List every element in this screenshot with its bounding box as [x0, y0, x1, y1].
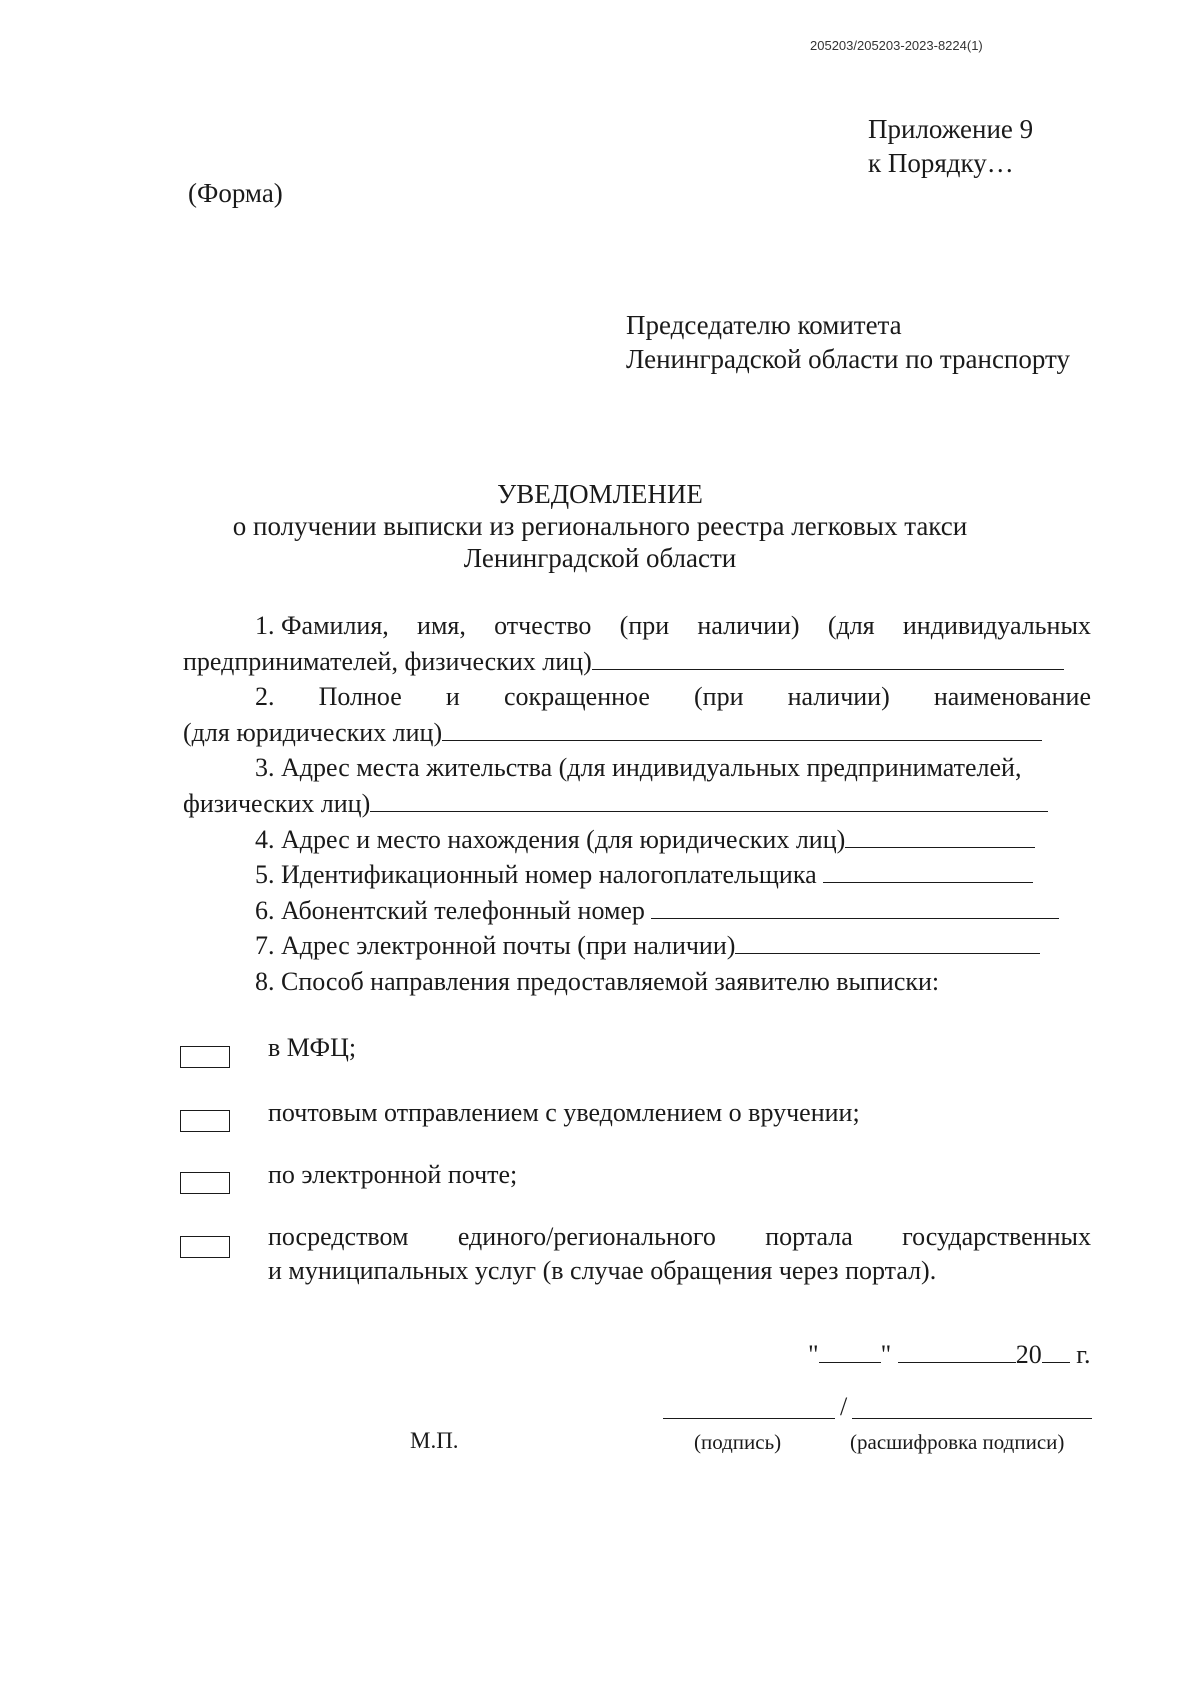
- addressee-line-1: Председателю комитета: [626, 310, 902, 340]
- checkbox-portal[interactable]: [180, 1236, 230, 1258]
- field-6: [183, 893, 1091, 929]
- field-7: [183, 928, 1091, 964]
- title-line-2: Ленинградской области: [463, 543, 737, 573]
- field-4: [183, 822, 1091, 858]
- stamp-placeholder: М.П.: [410, 1428, 459, 1453]
- field-3-line-2: [183, 786, 1091, 822]
- addressee: [626, 308, 1070, 376]
- signature-decode-line[interactable]: [852, 1418, 1092, 1419]
- checkbox-mfc[interactable]: [180, 1046, 230, 1068]
- field-2-word: сокращенное: [503, 682, 650, 712]
- date-month-blank[interactable]: [898, 1340, 1016, 1363]
- date-day-blank[interactable]: [819, 1340, 881, 1363]
- field-2-label: (для юридических лиц): [183, 717, 443, 747]
- document-title: [0, 478, 1200, 574]
- title-line-1: о получении выписки из регионального реестра легковых такси: [232, 511, 968, 541]
- field-2-input-line[interactable]: [442, 718, 1042, 741]
- signature-decode-caption: (расшифровка подписи): [850, 1430, 1065, 1454]
- field-1-word: индивидуальных: [902, 611, 1091, 640]
- field-6-input-line[interactable]: [651, 896, 1059, 919]
- field-2-word: Полное: [318, 682, 402, 712]
- field-4-label: 4. Адрес и место нахождения (для юридических лиц): [255, 824, 846, 854]
- option-portal-word: портала: [765, 1222, 853, 1251]
- option-email-label: по электронной почте;: [268, 1160, 518, 1189]
- option-portal-word: единого/регионального: [457, 1222, 716, 1251]
- date-quote-close: ": [880, 1340, 892, 1369]
- field-1-label: предпринимателей, физических лиц): [183, 646, 592, 676]
- field-1-word: имя,: [417, 611, 466, 640]
- option-mfc-label: в МФЦ;: [268, 1033, 357, 1062]
- field-1-input-line[interactable]: [592, 647, 1064, 670]
- field-3-line-1: 3. Адрес места жительства (для индивидуальных предпринимателей,: [255, 753, 1022, 783]
- date-year-blank[interactable]: [1042, 1340, 1070, 1363]
- field-5-label: 5. Идентификационный номер налогоплательщика: [255, 860, 817, 890]
- signature-caption: (подпись): [694, 1430, 782, 1454]
- date-year-suffix: г.: [1076, 1340, 1091, 1369]
- checkbox-email[interactable]: [180, 1172, 230, 1194]
- date-line: [808, 1340, 1090, 1370]
- field-3-label: физических лиц): [183, 788, 371, 818]
- form-fields: [183, 608, 1091, 1000]
- option-portal-label: [268, 1220, 1091, 1288]
- signature-slash: /: [840, 1392, 848, 1421]
- field-1-word: (при: [619, 611, 670, 640]
- option-portal-word: государственных: [902, 1222, 1091, 1251]
- field-6-label: 6. Абонентский телефонный номер: [255, 895, 645, 925]
- field-1-word: наличии): [697, 611, 800, 640]
- field-1-line-1: [183, 608, 1091, 644]
- field-7-input-line[interactable]: [735, 931, 1040, 954]
- option-portal-word: посредством: [268, 1222, 409, 1251]
- field-2-word: (при: [694, 682, 744, 712]
- form-label: (Форма): [188, 178, 283, 208]
- field-1-word: 1. Фамилия,: [255, 611, 389, 640]
- field-4-input-line[interactable]: [845, 825, 1035, 848]
- field-7-label: 7. Адрес электронной почты (при наличии): [255, 931, 736, 961]
- option-portal-line-1: [268, 1220, 1091, 1254]
- field-2-word: наличии): [787, 682, 890, 712]
- option-post-label: почтовым отправлением с уведомлением о вручении;: [268, 1098, 860, 1127]
- field-2-line-1: [183, 679, 1091, 715]
- field-2-line-2: [183, 715, 1091, 751]
- field-1-word: (для: [827, 611, 875, 640]
- date-year-prefix: 20: [1015, 1340, 1042, 1369]
- field-3-input-line[interactable]: [370, 789, 1048, 812]
- checkbox-post[interactable]: [180, 1110, 230, 1132]
- field-2-word: наименование: [933, 682, 1091, 712]
- field-5: [183, 857, 1091, 893]
- title-main: УВЕДОМЛЕНИЕ: [497, 479, 703, 509]
- addressee-line-2: Ленинградской области по транспорту: [626, 344, 1070, 374]
- document-id: 205203/205203-2023-8224(1): [810, 38, 983, 53]
- field-2-word: 2.: [255, 682, 275, 712]
- field-2-word: и: [445, 682, 460, 712]
- signature-line[interactable]: [663, 1418, 835, 1419]
- field-5-input-line[interactable]: [823, 860, 1033, 883]
- field-1-word: отчество: [494, 611, 592, 640]
- field-8-label: 8. Способ направления предоставляемой заявителю выписки:: [255, 966, 940, 996]
- appendix-line-2: к Порядку…: [868, 148, 1014, 178]
- appendix-line-1: Приложение 9: [868, 114, 1034, 144]
- appendix-note: [868, 112, 1033, 180]
- option-portal-line-2: и муниципальных услуг (в случае обращения через портал).: [268, 1256, 937, 1285]
- field-1-line-2: [183, 644, 1091, 680]
- date-quote-open: ": [808, 1340, 819, 1369]
